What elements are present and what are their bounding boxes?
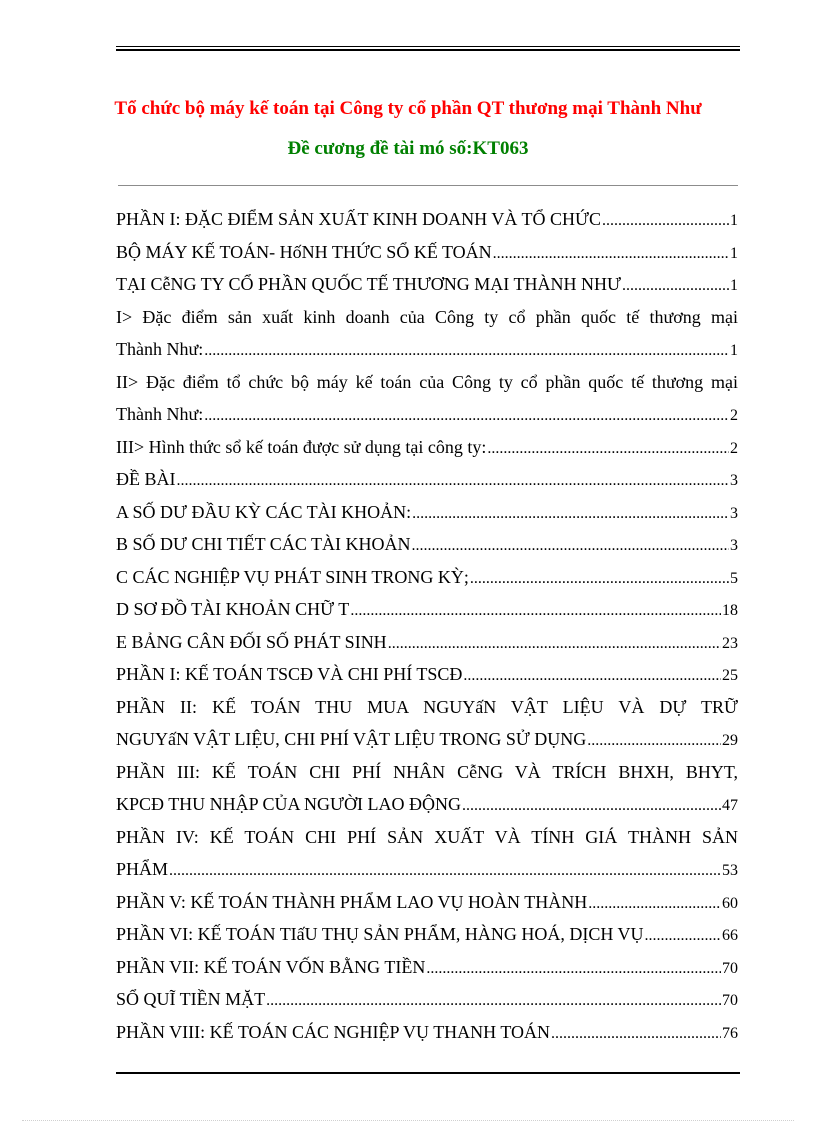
toc-leader-dots [169, 855, 721, 886]
toc-entry[interactable] [116, 886, 738, 919]
toc-entry-text: E BẢNG CÂN ĐỐI SỐ PHÁT SINH [116, 631, 387, 652]
title-separator [118, 185, 738, 186]
toc-page-number: 3 [730, 537, 738, 554]
toc-leader-dots [587, 725, 721, 756]
toc-entry[interactable] [116, 593, 738, 626]
toc-page-number: 3 [730, 504, 738, 522]
toc-page-number: 2 [730, 439, 738, 457]
toc-entry[interactable] [116, 723, 738, 756]
toc-entry[interactable] [116, 398, 738, 431]
toc-entry-text: PHẦN IV: KẾ TOÁN CHI PHÍ SẢN XUẤT VÀ TÍNH GIÁ THÀNH SẢN [116, 826, 738, 847]
toc-leader-dots [493, 238, 729, 269]
toc-entry[interactable] [116, 463, 738, 496]
toc-page-number: 18 [722, 602, 738, 619]
toc-entry-text: Thành Như: [116, 339, 204, 359]
toc-entry[interactable] [116, 203, 738, 236]
toc-entry-text: PHẦN VII: KẾ TOÁN VỐN BẰNG TIỀN [116, 956, 426, 977]
toc-entry[interactable] [116, 268, 738, 301]
toc-leader-dots [388, 628, 721, 659]
toc-entry[interactable] [116, 983, 738, 1016]
toc-entry-text: SỔ QUĨ TIỀN MẶT [116, 989, 266, 1009]
table-of-contents [116, 203, 738, 1048]
header-rule-thin [116, 46, 740, 47]
toc-leader-dots [266, 985, 721, 1016]
toc-page-number: 60 [722, 894, 738, 912]
toc-entry-text: C CÁC NGHIỆP VỤ PHÁT SINH TRONG KỲ; [116, 566, 469, 587]
toc-page-number: 23 [722, 634, 738, 652]
toc-page-number: 1 [730, 342, 738, 359]
toc-entry[interactable] [116, 561, 738, 594]
toc-entry[interactable] [116, 626, 738, 659]
toc-entry-text: PHẦN I: KẾ TOÁN TSCĐ VÀ CHI PHÍ TSCĐ [116, 664, 463, 684]
toc-leader-dots [204, 400, 729, 431]
toc-entry-text: II> Đặc điểm tổ chức bộ máy kế toán của Công ty cổ phần quốc tế thương mại [116, 371, 738, 392]
document-title: Tổ chức bộ máy kế toán tại Công ty cổ phần QT thương mại Thành Như [114, 98, 702, 119]
toc-entry-text: PHẦN III: KẾ TOÁN CHI PHÍ NHÂN CễNG VÀ TRÍCH BHXH, BHYT, [116, 761, 738, 782]
header-rule-thick [116, 49, 740, 51]
toc-leader-dots [462, 790, 721, 821]
toc-entry[interactable] [116, 496, 738, 529]
toc-leader-dots [177, 465, 730, 496]
toc-entry[interactable] [116, 658, 738, 691]
toc-page-number: 2 [730, 407, 738, 424]
toc-entry-text: PHẨM [116, 859, 169, 879]
toc-entry[interactable] [116, 528, 738, 561]
toc-page-number: 29 [722, 732, 738, 749]
toc-entry[interactable] [116, 788, 738, 821]
toc-leader-dots [588, 888, 721, 919]
toc-entry[interactable] [116, 301, 738, 334]
page-edge-dotted [22, 1120, 794, 1121]
toc-leader-dots [426, 953, 721, 984]
toc-page-number: 66 [722, 927, 738, 944]
document-subtitle: Đề cương đề tài mó số:KT063 [287, 138, 529, 159]
toc-page-number: 3 [730, 472, 738, 489]
toc-page-number: 5 [730, 569, 738, 587]
toc-entry[interactable] [116, 853, 738, 886]
toc-leader-dots [622, 270, 729, 301]
toc-page-number: 1 [730, 244, 738, 262]
footer-rule [116, 1072, 740, 1074]
toc-leader-dots [463, 660, 721, 691]
toc-entry[interactable] [116, 691, 738, 724]
toc-entry-text: PHẦN I: ĐẶC ĐIỂM SẢN XUẤT KINH DOANH VÀ TỔ CHỨC [116, 209, 601, 229]
toc-leader-dots [645, 920, 721, 951]
toc-leader-dots [470, 563, 729, 594]
toc-page-number: 76 [722, 1024, 738, 1042]
toc-entry-text: PHẦN VI: KẾ TOÁN TIấU THỤ SẢN PHẨM, HÀNG HOÁ, DỊCH VỤ [116, 924, 644, 944]
toc-entry-text: KPCĐ THU NHẬP CỦA NGƯỜI LAO ĐỘNG [116, 794, 461, 814]
toc-leader-dots [602, 205, 729, 236]
toc-page-number: 53 [722, 862, 738, 879]
toc-entry-text: D SƠ ĐỒ TÀI KHOẢN CHỮ T [116, 599, 350, 619]
toc-entry[interactable] [116, 756, 738, 789]
toc-entry-text: NGUYấN VẬT LIỆU, CHI PHÍ VẬT LIỆU TRONG SỬ DỤNG [116, 729, 587, 749]
toc-page-number: 1 [730, 212, 738, 229]
toc-entry-text: PHẦN VIII: KẾ TOÁN CÁC NGHIỆP VỤ THANH TOÁN [116, 1021, 551, 1042]
toc-page-number: 1 [730, 277, 738, 294]
toc-entry[interactable] [116, 821, 738, 854]
toc-entry-text: I> Đặc điểm sản xuất kinh doanh của Công ty cổ phần quốc tế thương mại [116, 306, 738, 327]
toc-entry[interactable] [116, 918, 738, 951]
toc-entry-text: TẠI CễNG TY CỔ PHẦN QUỐC TẾ THƯƠNG MẠI THÀNH NHƯ [116, 274, 621, 294]
toc-entry[interactable] [116, 951, 738, 984]
toc-entry-text: B SỐ DƯ CHI TIẾT CÁC TÀI KHOẢN [116, 534, 411, 554]
toc-page-number: 70 [722, 992, 738, 1009]
toc-page-number: 70 [722, 959, 738, 977]
toc-entry-text: Thành Như: [116, 404, 204, 424]
toc-entry[interactable] [116, 366, 738, 399]
toc-entry[interactable] [116, 1016, 738, 1049]
toc-leader-dots [350, 595, 721, 626]
toc-page-number: 25 [722, 667, 738, 684]
toc-entry[interactable] [116, 333, 738, 366]
toc-leader-dots [204, 335, 729, 366]
toc-page-number: 47 [722, 797, 738, 814]
toc-leader-dots [551, 1018, 721, 1049]
toc-entry-text: PHẦN V: KẾ TOÁN THÀNH PHẨM LAO VỤ HOÀN THÀNH [116, 891, 588, 912]
toc-entry[interactable] [116, 431, 738, 464]
toc-entry-text: PHẦN II: KẾ TOÁN THU MUA NGUYấN VẬT LIỆU VÀ DỰ TRỮ [116, 696, 738, 717]
toc-entry-text: BỘ MÁY KẾ TOÁN- HốNH THỨC SỔ KẾ TOÁN [116, 241, 492, 262]
toc-leader-dots [412, 498, 729, 529]
toc-entry-text: ĐỀ BÀI [116, 469, 176, 489]
toc-leader-dots [487, 433, 729, 464]
toc-entry-text: A SỐ DƯ ĐẦU KỲ CÁC TÀI KHOẢN: [116, 501, 412, 522]
toc-entry[interactable] [116, 236, 738, 269]
toc-entry-text: III> Hình thức sổ kế toán được sử dụng tại công ty: [116, 436, 487, 457]
toc-leader-dots [411, 530, 729, 561]
